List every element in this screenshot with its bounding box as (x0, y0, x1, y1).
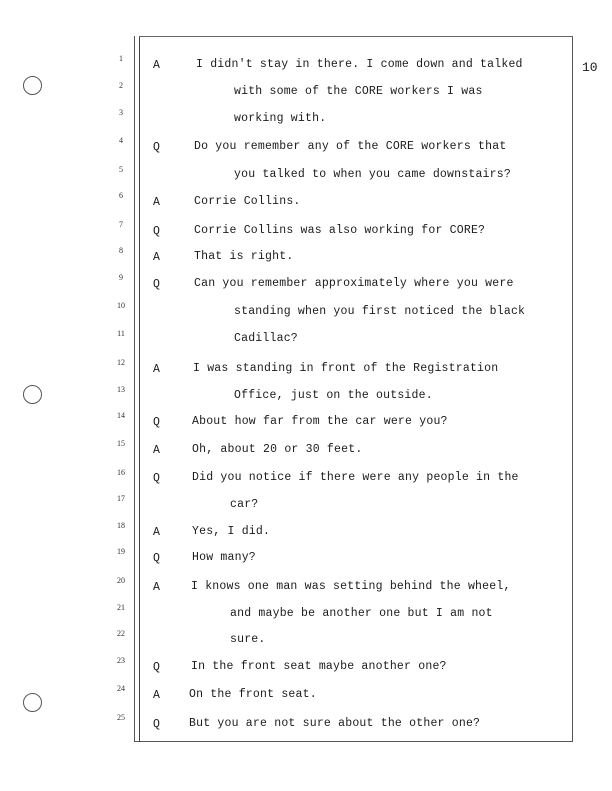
testimony-line: Can you remember approximately where you were (194, 277, 514, 290)
line-number: 9 (119, 273, 123, 282)
testimony-line: Did you notice if there were any people in the (192, 471, 519, 484)
speaker-label: Q (153, 278, 160, 291)
speaker-label: Q (153, 416, 160, 429)
line-number: 1 (119, 54, 123, 63)
speaker-label: A (153, 363, 160, 376)
line-number: 18 (117, 521, 125, 530)
speaker-label: A (153, 59, 160, 72)
speaker-label: A (153, 526, 160, 539)
testimony-line: working with. (234, 112, 327, 125)
line-number: 22 (117, 629, 125, 638)
line-number: 10 (117, 301, 125, 310)
testimony-line: Corrie Collins was also working for CORE? (194, 224, 486, 237)
line-number: 4 (119, 136, 123, 145)
frame-right-rule (572, 36, 573, 742)
speaker-label: A (153, 444, 160, 457)
line-number: 24 (117, 684, 125, 693)
binder-hole-icon (23, 385, 42, 404)
speaker-label: A (153, 689, 160, 702)
speaker-label: Q (153, 141, 160, 154)
testimony-line: and maybe be another one but I am not (230, 607, 493, 620)
testimony-line: How many? (192, 551, 256, 564)
line-number: 7 (119, 220, 123, 229)
testimony-line: I was standing in front of the Registration (193, 362, 499, 375)
line-number: 11 (117, 329, 125, 338)
testimony-line: Do you remember any of the CORE workers that (194, 140, 507, 153)
speaker-label: Q (153, 661, 160, 674)
line-number: 14 (117, 411, 125, 420)
speaker-label: Q (153, 718, 160, 731)
line-number: 5 (119, 165, 123, 174)
line-number: 15 (117, 439, 125, 448)
testimony-line: That is right. (194, 250, 294, 263)
frame-top-rule (139, 36, 573, 37)
testimony-line: Office, just on the outside. (234, 389, 433, 402)
line-number: 3 (119, 108, 123, 117)
frame-left-rule-outer (134, 36, 135, 742)
testimony-line: In the front seat maybe another one? (191, 660, 447, 673)
frame-bottom-rule (134, 741, 573, 742)
speaker-label: A (153, 251, 160, 264)
binder-hole-icon (23, 76, 42, 95)
testimony-line: car? (230, 498, 259, 511)
testimony-line: Yes, I did. (192, 525, 271, 538)
speaker-label: Q (153, 225, 160, 238)
page-number: 10 (582, 60, 598, 75)
testimony-line: Oh, about 20 or 30 feet. (192, 443, 363, 456)
line-number: 20 (117, 576, 125, 585)
line-number: 19 (117, 547, 125, 556)
line-number: 2 (119, 81, 123, 90)
frame-left-rule-inner (139, 36, 140, 742)
line-number: 16 (117, 468, 125, 477)
testimony-line: On the front seat. (189, 688, 317, 701)
testimony-line: Corrie Collins. (194, 195, 301, 208)
testimony-line: I knows one man was setting behind the wheel, (191, 580, 511, 593)
line-number: 17 (117, 494, 125, 503)
line-number: 6 (119, 191, 123, 200)
testimony-line: sure. (230, 633, 266, 646)
line-number: 8 (119, 246, 123, 255)
line-number: 23 (117, 656, 125, 665)
line-number: 25 (117, 713, 125, 722)
speaker-label: A (153, 196, 160, 209)
testimony-line: About how far from the car were you? (192, 415, 448, 428)
binder-hole-icon (23, 693, 42, 712)
testimony-line: you talked to when you came downstairs? (234, 168, 511, 181)
line-number: 13 (117, 385, 125, 394)
testimony-line: Cadillac? (234, 332, 298, 345)
line-number: 12 (117, 358, 125, 367)
speaker-label: Q (153, 552, 160, 565)
testimony-line: But you are not sure about the other one? (189, 717, 481, 730)
testimony-line: standing when you first noticed the black (234, 305, 526, 318)
line-number: 21 (117, 603, 125, 612)
testimony-line: I didn't stay in there. I come down and talked (196, 58, 523, 71)
speaker-label: A (153, 581, 160, 594)
testimony-line: with some of the CORE workers I was (234, 85, 483, 98)
speaker-label: Q (153, 472, 160, 485)
